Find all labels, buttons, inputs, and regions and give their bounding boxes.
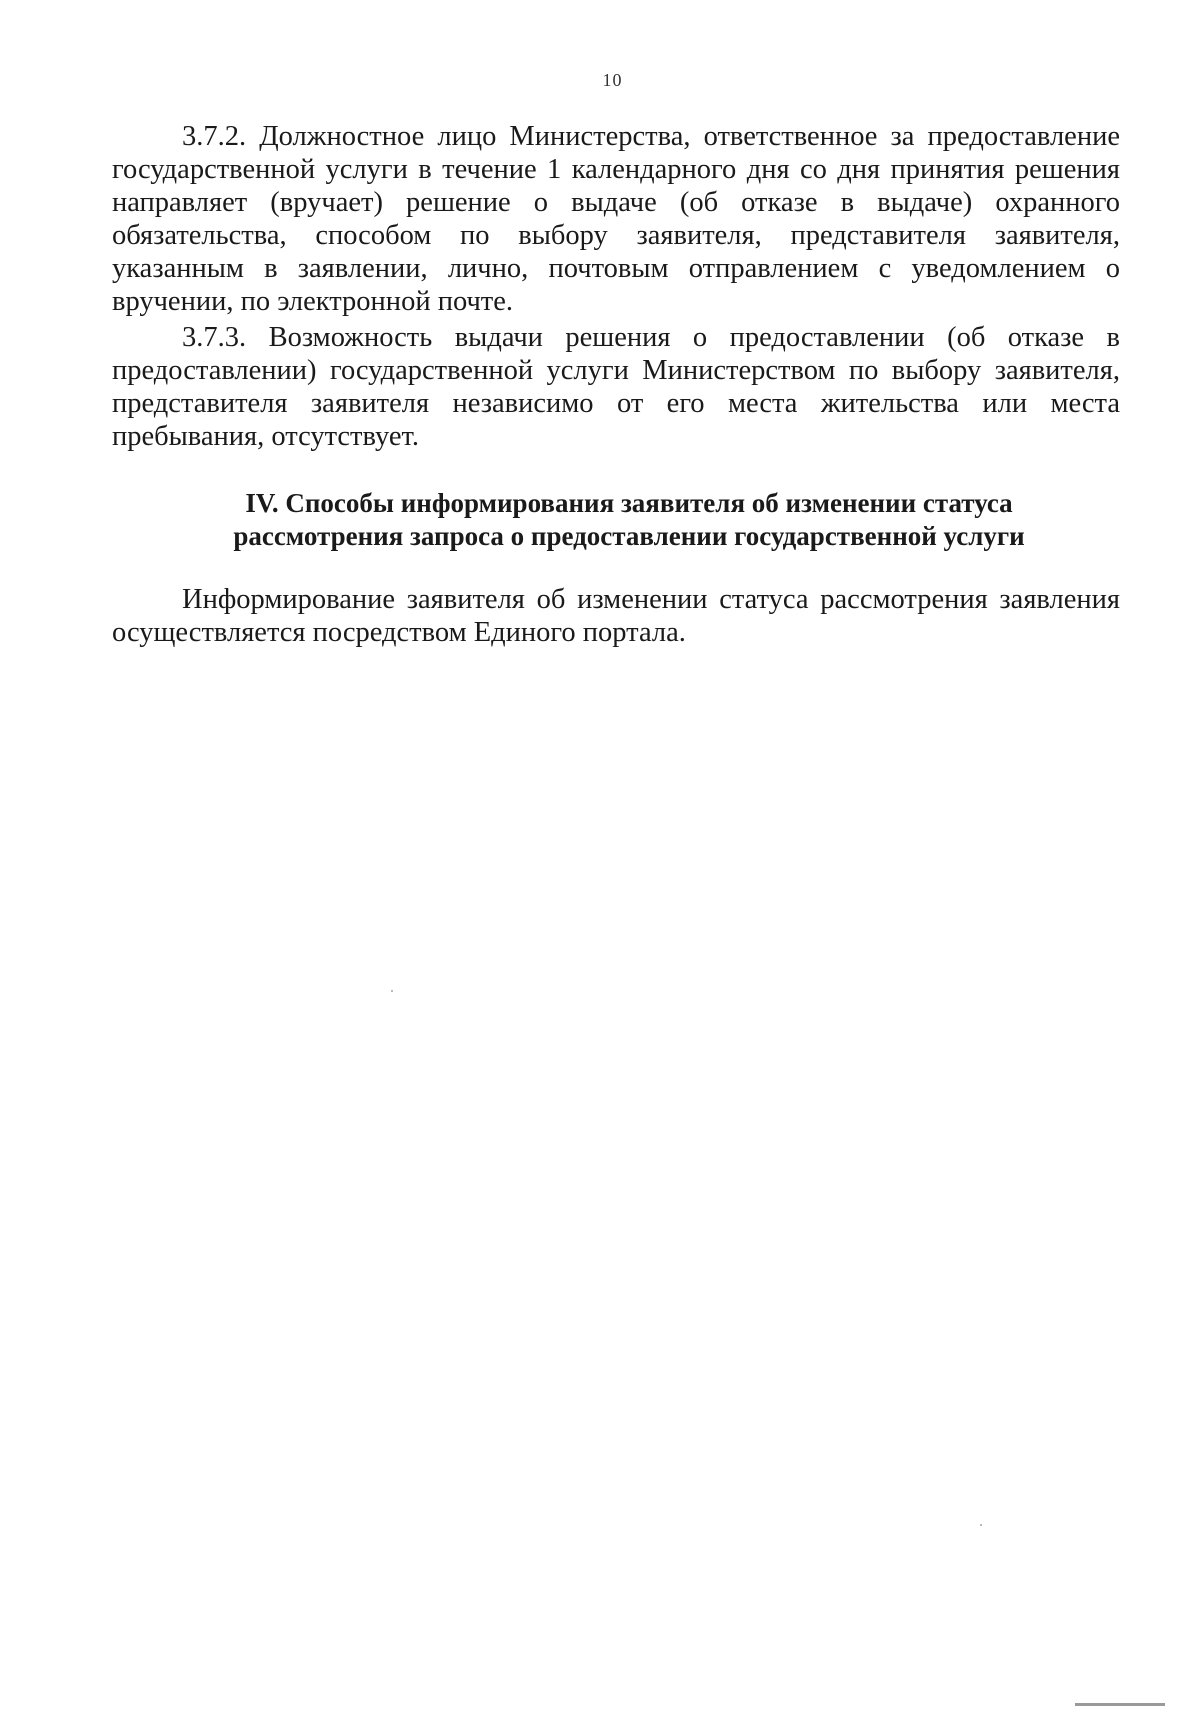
paragraph-3-7-2: 3.7.2. Должностное лицо Министерства, ответственное за предоставление государственной услуги в течение 1 календарного дня со дня принятия решения направляет (вручает) решение о выдаче (об отказе в выдаче) охранного обязательства, способом по выбору заявителя, представителя заявителя, указанным в заявлении, лично, почтовым отправлением с уведомлением о вручении, по электронной почте. — [112, 121, 1120, 317]
paragraph-3-7-3: 3.7.3. Возможность выдачи решения о предоставлении (об отказе в предоставлении) государственной услуги Министерством по выбору заявителя, представителя заявителя независимо от его места жительства или места пребывания, отсутствует. — [112, 322, 1120, 452]
page-number: 10 — [602, 70, 623, 90]
scan-speck — [980, 1524, 982, 1526]
section-paragraph: Информирование заявителя об изменении статуса рассмотрения заявления осуществляется посредством Единого портала. — [112, 584, 1120, 648]
section-heading — [112, 487, 1120, 553]
section-heading-line-1: IV. Способы информирования заявителя об изменении статуса — [245, 488, 1013, 518]
scan-speck — [391, 990, 393, 992]
scan-edge-mark — [1075, 1703, 1165, 1706]
section-heading-line-2: рассмотрения запроса о предоставлении государственной услуги — [233, 521, 1025, 551]
